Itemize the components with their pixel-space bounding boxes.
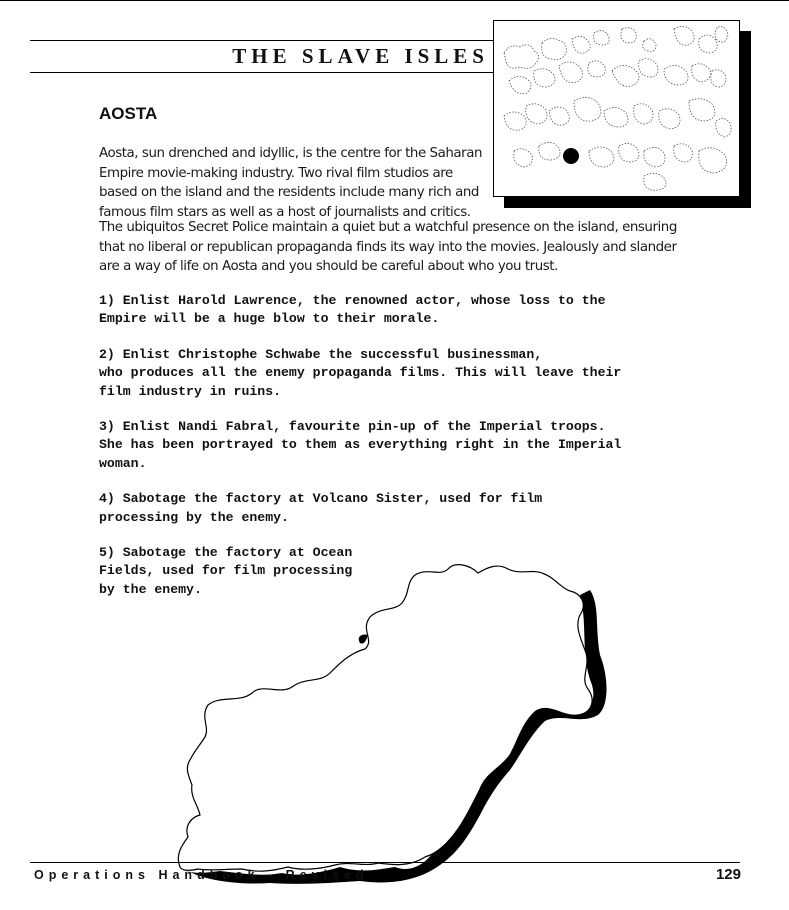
header-rule-bottom (30, 72, 495, 73)
aosta-island-map (170, 555, 630, 890)
footer-handbook-title: Operations Handbook - Revised (34, 868, 369, 882)
objective-item: 5) Sabotage the factory at Ocean Fields, used for film processing by the enemy. (99, 545, 353, 597)
section-title: THE SLAVE ISLES (232, 44, 489, 68)
island-heading: AOSTA (99, 104, 158, 123)
objective-item: 1) Enlist Harold Lawrence, the renowned actor, whose loss to the Empire will be a huge blow to their morale. (99, 293, 606, 327)
header-rule-top (30, 40, 495, 41)
page-number: 129 (715, 866, 741, 883)
islands-overview-map (493, 20, 740, 197)
aosta-location-marker (563, 148, 579, 164)
footer-rule (30, 862, 740, 863)
intro-paragraph: Aosta, sun drenched and idyllic, is the centre for the Saharan Empire movie-making industry. Two rival film studios are based on the island and the residents include many rich and famous film stars as well as a host of journalists and critics. (99, 146, 483, 221)
intro-paragraph-continued: The ubiquitos Secret Police maintain a quiet but a watchful presence on the island, ensuring that no liberal or republican propaganda finds its way into the movies. Jealously and slander are a way of life on Aosta and you should be careful about who you trust. (99, 220, 677, 275)
objective-item: 2) Enlist Christophe Schwabe the successful businessman, who produces all the enemy propaganda films. This will leave their film industry in ruins. (99, 346, 622, 399)
objective-item: 3) Enlist Nandi Fabral, favourite pin-up of the Imperial troops. She has been portrayed to them as everything right in the Imperial woman. (99, 419, 622, 471)
aosta-island-outline (170, 555, 630, 885)
islands-map-drawing (494, 21, 739, 196)
objective-item: 4) Sabotage the factory at Volcano Sister, used for film processing by the enemy. (99, 491, 543, 525)
top-rule (0, 0, 789, 1)
